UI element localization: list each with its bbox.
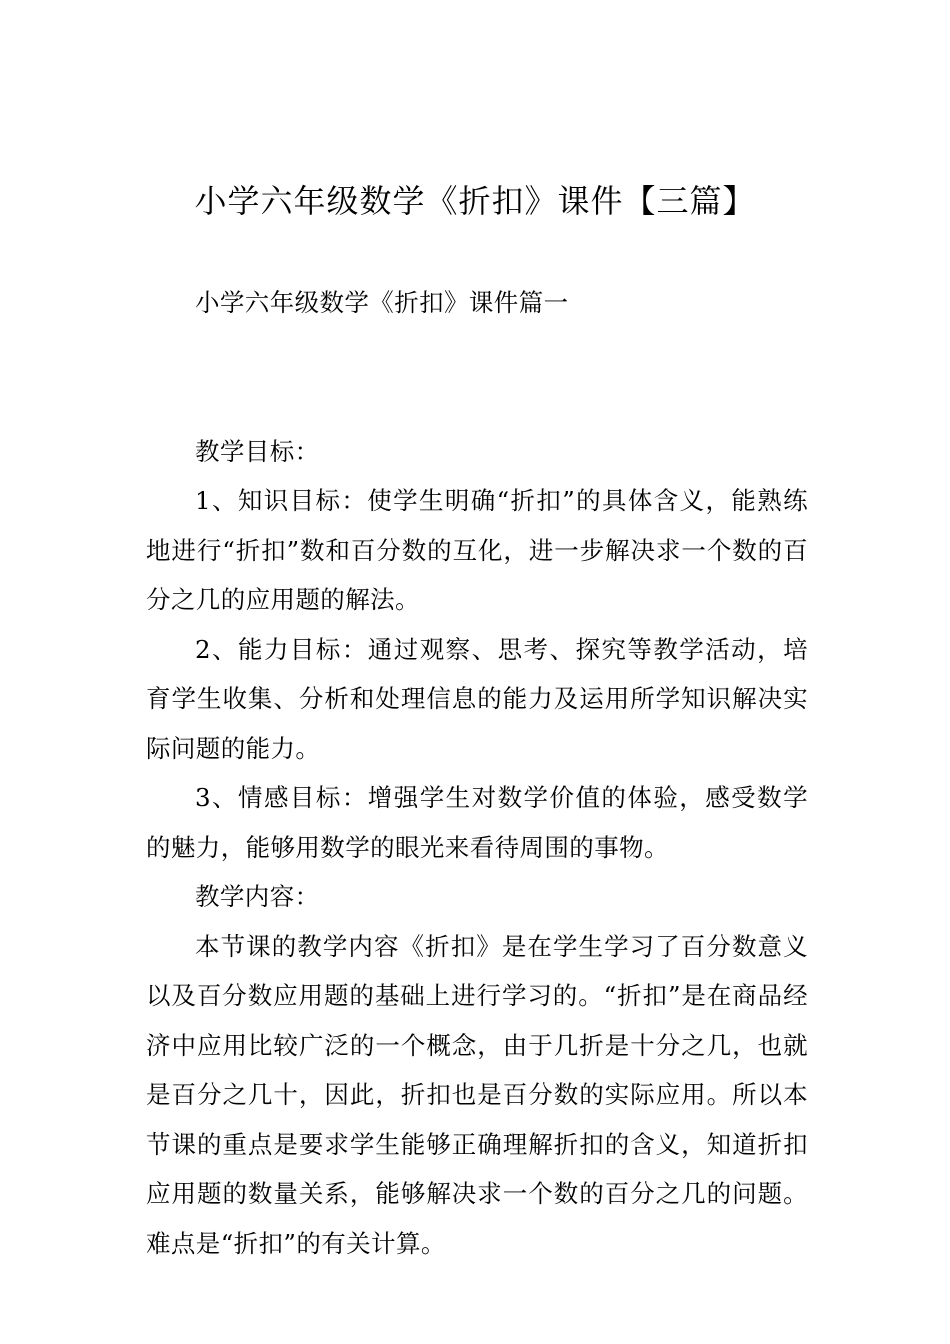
section-heading: 小学六年级数学《折扣》课件篇一 [195,288,569,317]
document-body [146,278,808,1268]
goals-label: 教学目标： [195,436,320,466]
goal-paragraph-knowledge: 1、知识目标：使学生明确“折扣”的具体含义，能熟练地进行“折扣”数和百分数的互化，进一步解决求一个数的百分之几的应用题的解法。 [146,486,808,614]
goal-paragraph-ability: 2、能力目标：通过观察、思考、探究等教学活动，培育学生收集、分析和处理信息的能力及运用所学知识解决实际问题的能力。 [146,634,808,763]
content-paragraph: 本节课的教学内容《折扣》是在学生学习了百分数意义以及百分数应用题的基础上进行学习的。“折扣”是在商品经济中应用比较广泛的一个概念，由于几折是十分之几，也就是百分之几十，因此，折扣也是百分数的实际应用。所以本节课的重点是要求学生能够正确理解折扣的含义，知道折扣应用题的数量关系，能够解决求一个数的百分之几的问题。难点是“折扣”的有关计算。 [146,931,808,1258]
document-title: 小学六年级数学《折扣》课件【三篇】 [194,182,756,220]
goal-paragraph-emotion: 3、情感目标：增强学生对数学价值的体验，感受数学的魅力，能够用数学的眼光来看待周围的事物。 [146,783,808,862]
section-spacer [146,377,808,427]
content-label: 教学内容： [195,882,320,911]
